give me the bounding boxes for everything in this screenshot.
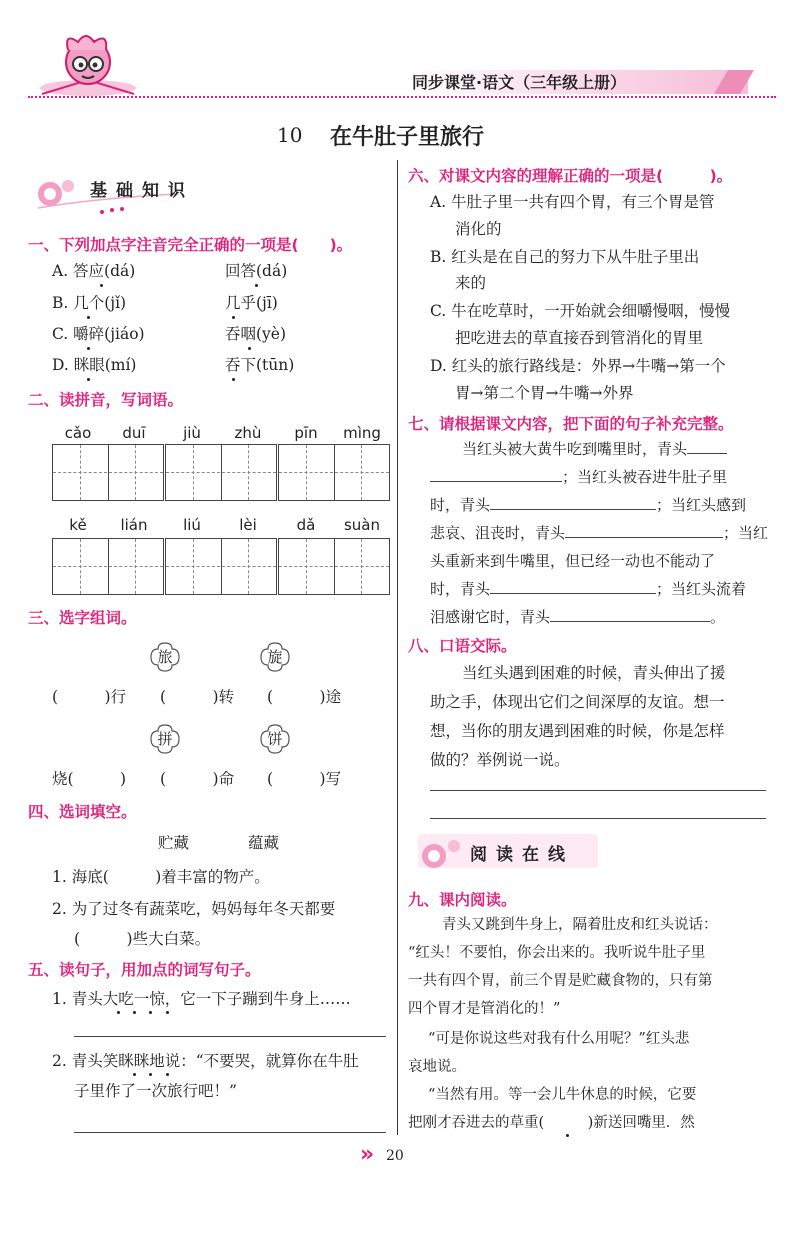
q9-line-7: “当然有用。等一会儿牛休息的时候，它要 [428, 1087, 697, 1103]
answer-line[interactable] [74, 1036, 386, 1037]
q4-sentence-2a: 2. 为了过冬有蔬菜吃，妈妈每年冬天都要 [52, 900, 336, 918]
emphasis-dot [87, 347, 90, 350]
q7-text: 当红头被大黄牛吃到嘴里时，青头 [462, 440, 688, 458]
mascot-logo [28, 28, 138, 100]
writing-grid[interactable] [278, 538, 390, 595]
emphasis-dot [87, 316, 90, 319]
q9-line-4: 四个胃才是管消化的！” [408, 1001, 561, 1017]
emphasis-dot [232, 316, 235, 319]
q7-text: 时，青头 [430, 496, 491, 514]
q6-option-b2: 来的 [455, 274, 487, 292]
pinyin-cao: cǎo [64, 424, 92, 442]
flower-char-label: 旅 [157, 648, 173, 666]
flower-char-label: 拼 [157, 730, 173, 748]
q4-word-1: 贮藏 [158, 834, 190, 852]
q8-line-3: 想，当你的朋友遇到困难的时候，你是怎样 [430, 722, 725, 740]
flower-char-2 [258, 640, 292, 674]
q6-option-d1: D. 红头的旅行路线是：外界→牛嘴→第一个 [430, 357, 726, 375]
q3-row1-b: ( )转 [160, 688, 235, 706]
q8-line-2: 助之手，体现出它们之间深厚的友谊。想一 [430, 693, 725, 711]
header-rule [28, 96, 776, 98]
writing-grid[interactable] [52, 444, 164, 501]
q3-row1-a: ( )行 [52, 688, 127, 706]
q6-option-c1: C. 牛在吃草时，一开始就会细嚼慢咽，慢慢 [430, 302, 731, 320]
lesson-number: 10 [277, 123, 303, 147]
q4-sentence-2b: ( )些大白菜。 [74, 930, 211, 948]
q7-text: ；当红头被吞进牛肚子里 [562, 468, 728, 486]
fill-blank[interactable] [565, 537, 723, 538]
q4-word-2: 蕴藏 [248, 834, 280, 852]
badge-basic-label: 基础知识 [90, 181, 194, 201]
pinyin-zhu: zhù [234, 424, 262, 442]
q3-title: 三、选字组词。 [28, 609, 137, 627]
header-title: 同步课堂·语文（三年级上册） [412, 73, 627, 92]
q7-line-3 [430, 492, 746, 519]
section-badge-basic [28, 168, 194, 218]
q7-text: ；当红 [723, 524, 769, 542]
pinyin-suan: suàn [343, 516, 381, 534]
flower-char-1 [148, 640, 182, 674]
q6-option-a1: A. 牛肚子里一共有四个胃，有三个胃是管 [430, 193, 715, 211]
writing-grid[interactable] [165, 538, 277, 595]
emphasis-dot [566, 1134, 569, 1137]
emphasis-dot [100, 284, 103, 287]
emphasis-dot [87, 378, 90, 381]
emphasis-dot [166, 1073, 169, 1076]
q7-line-4 [430, 520, 768, 547]
answer-line[interactable] [430, 818, 766, 819]
q1-option-b1: B. 几个(jǐ) [52, 294, 127, 312]
q4-title: 四、选词填空。 [28, 803, 137, 821]
q3-row2-b: ( )命 [160, 770, 235, 788]
q9-line-5: “可是你说这些对我有什么用呢？”红头悲 [428, 1031, 690, 1047]
answer-line[interactable] [74, 1132, 386, 1133]
q7-text: ；当红头感到 [656, 496, 747, 514]
q5-sentence-2a: 2. 青头笑眯眯地说：“不要哭，就算你在牛肚 [52, 1052, 359, 1070]
q7-line-7 [430, 604, 725, 631]
q4-sentence-1: 1. 海底( )着丰富的物产。 [52, 868, 270, 886]
q7-text: ；当红头流着 [656, 580, 747, 598]
q7-text: 悲哀、沮丧时，青头 [430, 524, 566, 542]
flower-char-label: 旋 [267, 648, 283, 666]
pinyin-lian: lián [120, 516, 148, 534]
q8-line-4: 做的？举例说一说。 [430, 751, 570, 769]
emphasis-dot [117, 1011, 120, 1014]
emphasis-dot [232, 378, 235, 381]
writing-grid[interactable] [52, 538, 164, 595]
writing-grid[interactable] [278, 444, 390, 501]
section-badge-reading [408, 826, 608, 876]
q6-option-a2: 消化的 [455, 220, 502, 238]
writing-grid[interactable] [165, 444, 277, 501]
flower-char-4 [258, 722, 292, 756]
fill-blank[interactable] [687, 453, 727, 454]
q7-line-5: 头重新来到牛嘴里，但已经一动也不能动了 [430, 552, 716, 570]
emphasis-dot [149, 1073, 152, 1076]
emphasis-dot [133, 1073, 136, 1076]
q7-line-1 [462, 436, 727, 463]
q9-line-1: 青头又跳到牛身上，隔着肚皮和红头说话： [442, 917, 718, 933]
q1-option-a1: A. 答应(dá) [52, 262, 136, 280]
header-stripe [712, 68, 754, 96]
q8-line-1: 当红头遇到困难的时候，青头伸出了援 [462, 664, 726, 682]
pinyin-lei: lèi [239, 516, 257, 534]
pinyin-da: dǎ [296, 516, 316, 534]
emphasis-dot [166, 1011, 169, 1014]
emphasis-dot [248, 347, 251, 350]
q7-line-2 [430, 464, 727, 491]
q6-option-c2: 把吃进去的草直接吞到管消化的胃里 [455, 329, 704, 347]
lesson-title: 在牛肚子里旅行 [330, 124, 485, 150]
q1-title: 一、下列加点字注音完全正确的一项是( )。 [28, 236, 353, 254]
q7-text: 泪感谢它时，青头 [430, 608, 551, 626]
q1-option-a2: 回答(dá) [225, 262, 288, 280]
flower-char-label: 饼 [267, 730, 283, 748]
pinyin-jiu: jiù [183, 424, 201, 442]
pinyin-pin: pīn [294, 424, 318, 442]
badge-reading-label: 阅读在线 [470, 845, 574, 865]
q1-option-d2: 吞下(tūn) [225, 356, 295, 374]
page-number: 20 [386, 1148, 404, 1164]
q5-sentence-2b: 子里作了一次旅行吧！” [74, 1082, 237, 1100]
fill-blank[interactable] [490, 593, 656, 594]
flower-char-3 [148, 722, 182, 756]
answer-line[interactable] [430, 790, 766, 791]
double-chevron-icon: » [360, 1142, 375, 1167]
emphasis-dot [133, 1011, 136, 1014]
fill-blank[interactable] [430, 481, 562, 482]
q9-line-8: 把刚才吞进去的草重( )新送回嘴里．然 [408, 1115, 695, 1131]
q9-line-6: 哀地说。 [408, 1059, 466, 1075]
q7-text: 时，青头 [430, 580, 491, 598]
q5-title: 五、读句子，用加点的词写句子。 [28, 961, 261, 979]
q9-line-3: 一共有四个胃，前三个胃是贮藏食物的，只有第 [408, 973, 713, 989]
q3-row2-c: ( )写 [267, 770, 342, 788]
q6-option-d2: 胃→第二个胃→牛嘴→外界 [455, 384, 634, 402]
q1-option-c1: C. 嚼碎(jiáo) [52, 325, 145, 343]
q8-title: 八、口语交际。 [408, 637, 517, 655]
fill-blank[interactable] [490, 509, 656, 510]
pinyin-dui: duī [122, 424, 146, 442]
q7-title: 七、请根据课文内容，把下面的句子补充完整。 [408, 415, 734, 433]
pinyin-ming: mìng [343, 424, 381, 442]
q5-sentence-1: 1. 青头大吃一惊，它一下子蹦到牛身上…… [52, 990, 351, 1008]
pinyin-ke: kě [69, 516, 87, 534]
q3-row2-a: 烧( ) [52, 770, 127, 788]
q7-line-6 [430, 576, 746, 603]
q9-line-2: “红头！不要怕，你会出来的。我听说牛肚子里 [408, 945, 706, 961]
q6-option-b1: B. 红头是在自己的努力下从牛肚子里出 [430, 248, 700, 266]
q9-title: 九、课内阅读。 [408, 891, 517, 909]
q2-title: 二、读拼音，写词语。 [28, 391, 184, 409]
pinyin-liu: liú [183, 516, 201, 534]
q7-text: 。 [710, 608, 726, 626]
q1-option-b2: 几乎(jī) [225, 294, 278, 312]
emphasis-dot [149, 1011, 152, 1014]
column-divider [397, 160, 398, 1135]
q1-option-d1: D. 眯眼(mí) [52, 356, 137, 374]
q1-option-c2: 吞咽(yè) [225, 325, 287, 343]
q6-title: 六、对课文内容的理解正确的一项是( )。 [408, 167, 733, 185]
emphasis-dot [255, 284, 258, 287]
fill-blank[interactable] [550, 621, 710, 622]
q3-row1-c: ( )途 [267, 688, 342, 706]
